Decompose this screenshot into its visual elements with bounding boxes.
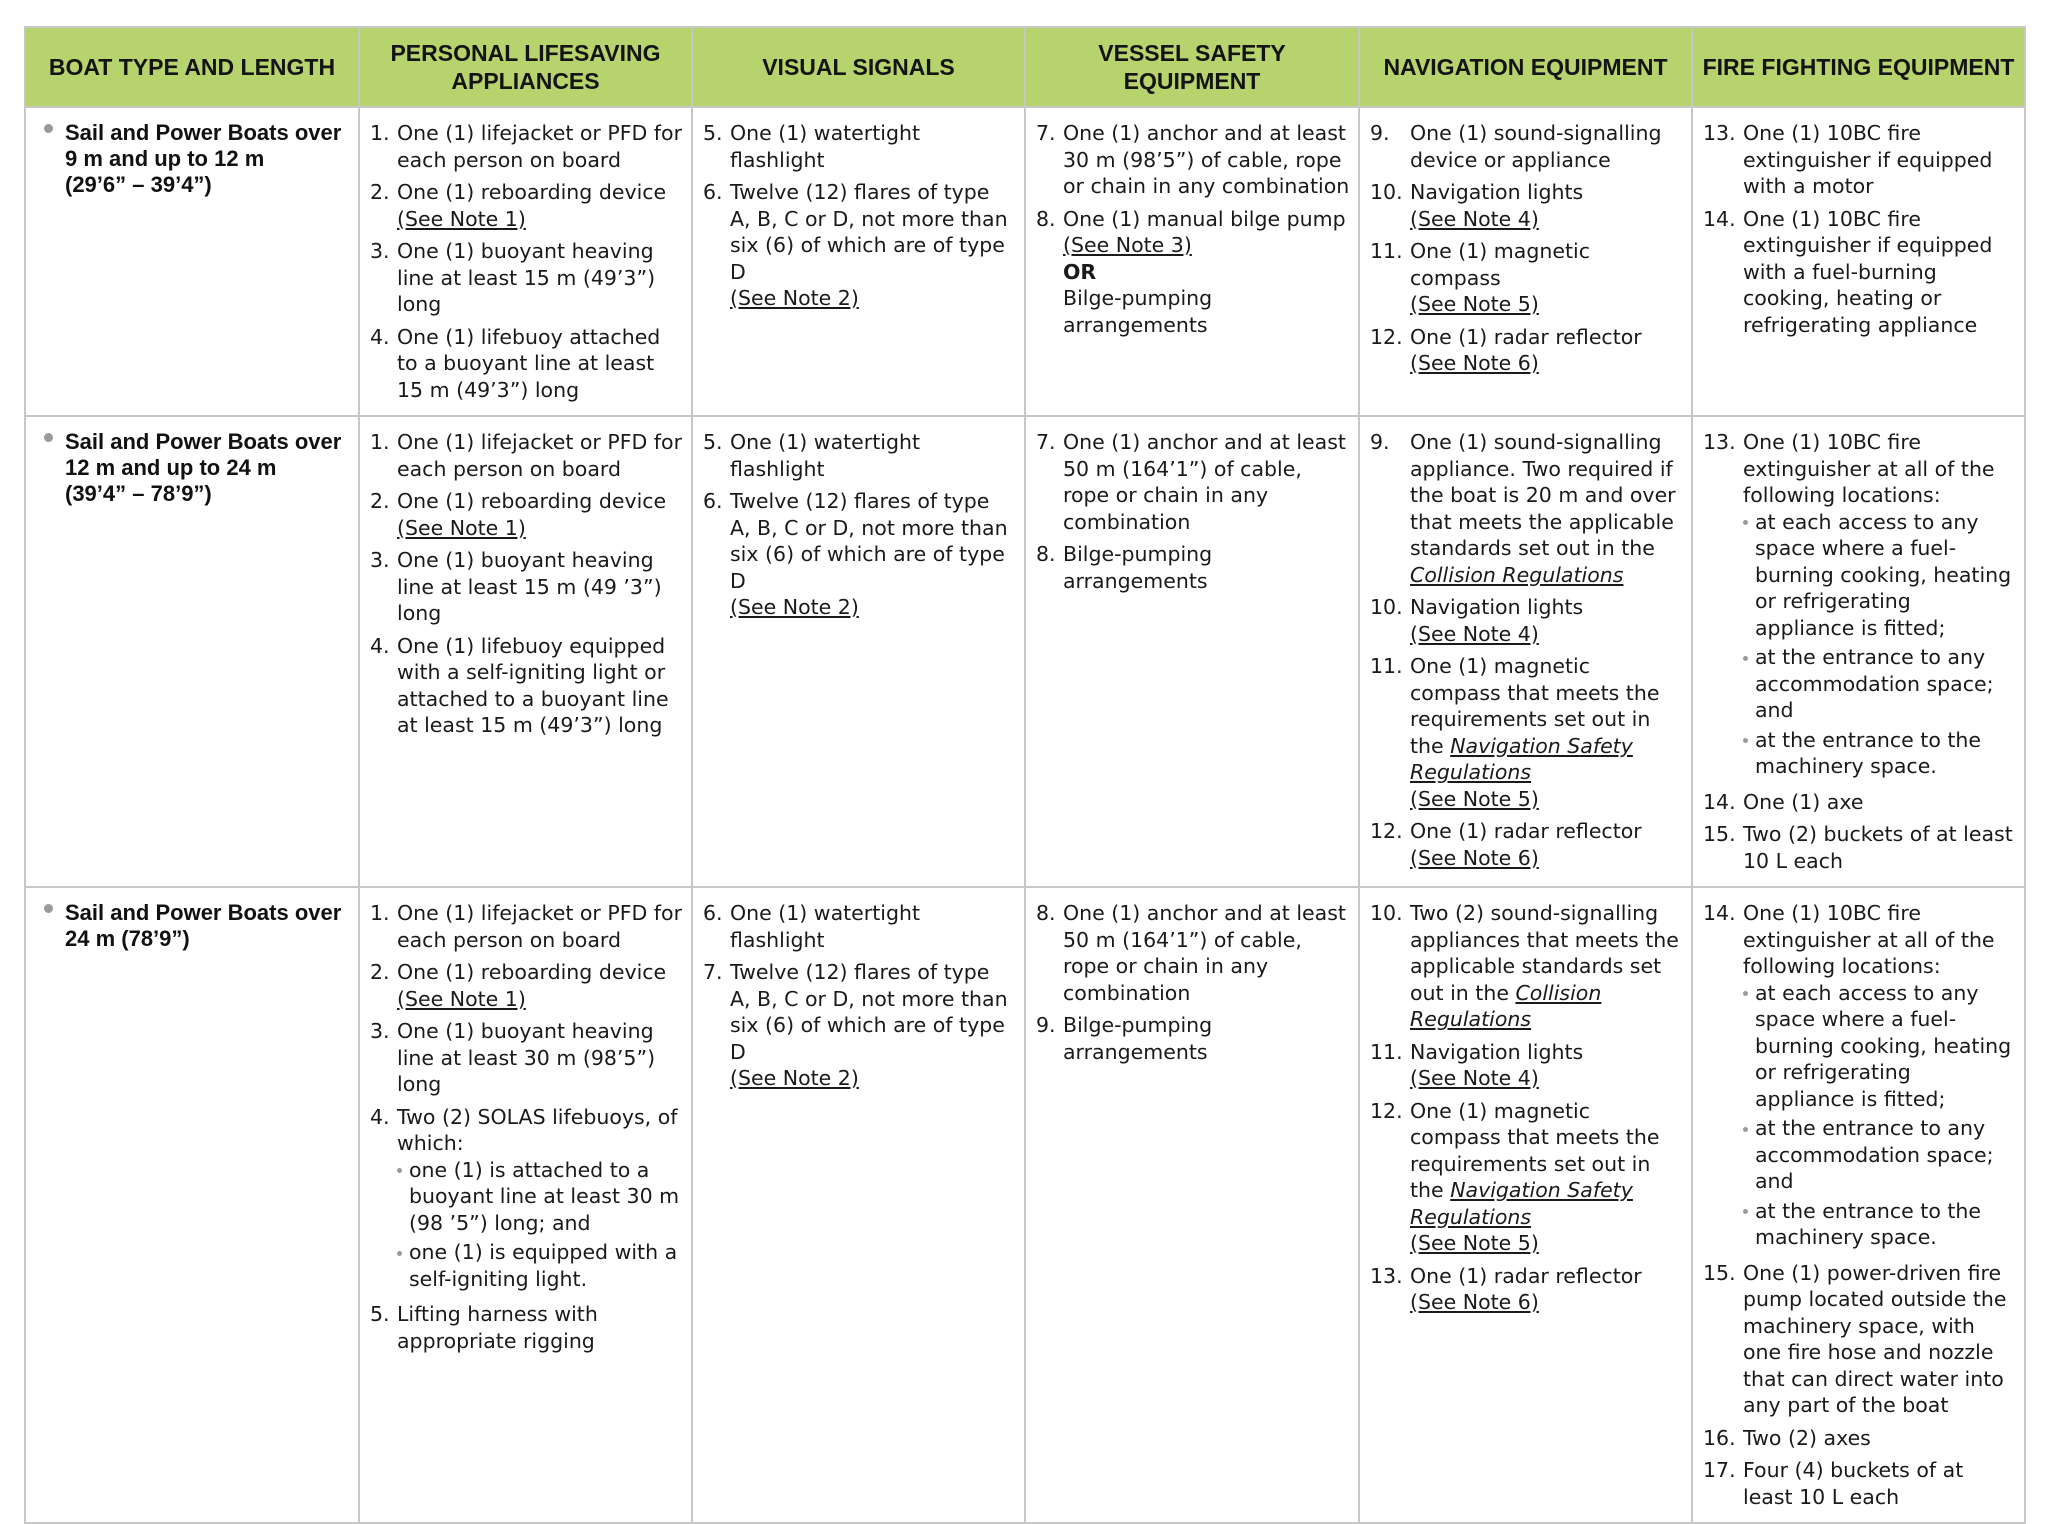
item-text: One (1) sound-signalling appliance. Two required if the boat is 20 m and over that meets the applicable standards set out in the Collision Regulations	[1410, 430, 1676, 587]
list-item	[370, 179, 683, 232]
list-item	[1036, 206, 1350, 339]
sub-list-item	[397, 1157, 683, 1237]
item-text: One (1) anchor and at least 50 m (164’1”) of cable, rope or chain in any combination	[1063, 430, 1346, 534]
bullet-icon	[1743, 1198, 1755, 1251]
item-number: 7.	[1036, 121, 1056, 145]
sub-item-text: one (1) is equipped with a self-igniting light.	[409, 1240, 678, 1291]
see-note-link: (See Note 3)	[1063, 233, 1192, 257]
item-text: One (1) anchor and at least 50 m (164’1”) of cable, rope or chain in any combination	[1063, 901, 1346, 1005]
item-number: 12.	[1370, 819, 1403, 843]
bullet-icon	[1743, 727, 1755, 780]
item-text: One (1) 10BC fire extinguisher if equipped with a motor	[1743, 121, 1993, 198]
see-note-link: (See Note 5)	[1410, 1231, 1539, 1255]
list-item	[1036, 1012, 1350, 1065]
see-note-link: (See Note 6)	[1410, 351, 1539, 375]
item-text: Two (2) SOLAS lifebuoys, of which: one (1) is attached to a buoyant line at least 30 m (98 ’5”) long; and one (1) is equipped with a self-igniting light.	[397, 1104, 683, 1296]
sub-item-text: at the entrance to the machinery space.	[1755, 1198, 1982, 1249]
boat-type-cell	[25, 887, 359, 1523]
item-text: One (1) magnetic compass (See Note 5)	[1410, 239, 1590, 316]
item-text: One (1) magnetic compass that meets the requirements set out in the Navigation Safety Regulations (See Note 5)	[1410, 654, 1660, 811]
item-text: One (1) reboarding device (See Note 1)	[397, 180, 667, 231]
item-text: One (1) axe	[1743, 789, 1864, 814]
boat-type-label: Sail and Power Boats over 24 m (78’9”)	[65, 900, 342, 951]
list-item	[1703, 789, 2016, 816]
item-text: One (1) lifejacket or PFD for each person on board	[397, 430, 682, 481]
list-item	[370, 1104, 683, 1296]
list-item	[370, 120, 683, 173]
item-text: Twelve (12) flares of type A, B, C or D, not more than six (6) of which are of type D (See Note 2)	[730, 180, 1008, 310]
list-item	[370, 900, 683, 953]
bullet-icon	[397, 1239, 409, 1292]
sub-item-text: at the entrance to any accommodation space; and	[1755, 1116, 1994, 1193]
item-text: Bilge-pumping arrangements	[1063, 542, 1213, 593]
see-note-link: (See Note 4)	[1410, 621, 1539, 646]
item-text: One (1) reboarding device (See Note 1)	[397, 489, 667, 540]
list-item	[1036, 900, 1350, 1006]
item-text: One (1) watertight flashlight	[730, 121, 920, 172]
item-number: 11.	[1370, 239, 1403, 263]
table-row	[25, 416, 2025, 887]
fire-fighting-cell	[1692, 887, 2025, 1523]
list-item	[1703, 821, 2016, 874]
list-item	[1036, 429, 1350, 535]
item-number: 16.	[1703, 1425, 1736, 1450]
list-item	[1036, 541, 1350, 594]
boat-type	[36, 900, 350, 952]
bullet-icon	[1743, 644, 1755, 724]
header-vessel-safety: VESSEL SAFETY EQUIPMENT	[1025, 27, 1359, 107]
item-text: One (1) lifejacket or PFD for each person on board	[397, 901, 682, 952]
list-item	[1703, 1260, 2016, 1419]
list-item	[370, 1301, 683, 1354]
or-label: OR	[1063, 259, 1097, 284]
item-number: 6.	[703, 489, 723, 513]
item-number: 1.	[370, 121, 390, 145]
item-text: One (1) watertight flashlight	[730, 430, 920, 481]
bullet-icon	[1743, 1115, 1755, 1195]
item-number: 2.	[370, 960, 390, 984]
item-number: 8.	[1036, 542, 1056, 566]
list-item	[1370, 653, 1683, 812]
list-item	[370, 547, 683, 627]
list-item	[1703, 900, 2016, 1254]
list-item	[370, 429, 683, 482]
item-number: 4.	[370, 324, 390, 349]
navigation-cell	[1359, 107, 1692, 416]
vessel-safety-cell	[1025, 416, 1359, 887]
see-note-link: (See Note 2)	[730, 595, 859, 619]
sub-list-item	[1743, 1115, 2016, 1195]
item-text: Navigation lights (See Note 4)	[1410, 180, 1584, 231]
item-text: One (1) lifebuoy equipped with a self-igniting light or attached to a buoyant line at least 15 m (49’3”) long	[397, 633, 669, 737]
boat-type-cell	[25, 107, 359, 416]
item-text: One (1) 10BC fire extinguisher at all of the following locations: at each access to any space where a fuel-burning cooking, heating or refrigerating appliance is fitted; at the entrance to any accommodation space; and at the entrance to the machinery space.	[1743, 900, 2016, 1254]
item-number: 4.	[370, 633, 390, 658]
item-number: 2.	[370, 180, 390, 204]
item-number: 15.	[1703, 1260, 1736, 1285]
item-number: 12.	[1370, 1098, 1403, 1123]
lifesaving-cell	[359, 416, 692, 887]
sub-list-item	[397, 1239, 683, 1292]
list-item	[370, 324, 683, 404]
list-item	[703, 900, 1016, 953]
list-item	[703, 120, 1016, 173]
item-text: One (1) 10BC fire extinguisher if equipped with a fuel-burning cooking, heating or refrigerating appliance	[1743, 206, 1993, 337]
item-number: 3.	[370, 1019, 390, 1043]
header-navigation: NAVIGATION EQUIPMENT	[1359, 27, 1692, 107]
item-number: 3.	[370, 239, 390, 263]
sub-item-text: one (1) is attached to a buoyant line at least 30 m (98 ’5”) long; and	[409, 1157, 680, 1235]
item-number: 15.	[1703, 822, 1736, 846]
item-text: One (1) radar reflector (See Note 6)	[1410, 819, 1642, 870]
list-item	[1703, 1425, 2016, 1452]
boat-type	[36, 429, 350, 507]
list-item	[370, 633, 683, 739]
item-text: Navigation lights (See Note 4)	[1410, 1039, 1584, 1090]
item-number: 7.	[703, 960, 723, 984]
visual-signals-cell	[692, 887, 1025, 1523]
sub-item-text: at the entrance to the machinery space.	[1755, 727, 1982, 778]
lifesaving-cell	[359, 887, 692, 1523]
item-number: 6.	[703, 180, 723, 204]
item-number: 8.	[1036, 901, 1056, 925]
item-text: One (1) sound-signalling device or appliance	[1410, 121, 1662, 172]
list-item	[703, 429, 1016, 482]
sub-item-text: at the entrance to any accommodation space; and	[1755, 645, 1994, 722]
item-text: One (1) 10BC fire extinguisher at all of the following locations: at each access to any space where a fuel-burning cooking, heating or refrigerating appliance is fitted; at the entrance to any accommodation space; and at the entrance to the machinery space.	[1743, 429, 2016, 783]
bullet-icon	[44, 904, 53, 913]
sub-list-item	[1743, 644, 2016, 724]
sub-item-text: at each access to any space where a fuel-burning cooking, heating or refrigerating appliance is fitted;	[1755, 980, 2012, 1111]
item-number: 1.	[370, 901, 390, 925]
item-number: 9.	[1036, 1013, 1056, 1037]
item-text: Two (2) sound-signalling appliances that meets the applicable standards set out in the Collision Regulations	[1410, 901, 1679, 1031]
item-number: 5.	[370, 1302, 390, 1326]
list-item	[703, 179, 1016, 312]
list-item	[1703, 1457, 2016, 1510]
list-item	[1370, 1039, 1683, 1092]
header-lifesaving: PERSONAL LIFESAVING APPLIANCES	[359, 27, 692, 107]
item-text: One (1) buoyant heaving line at least 30 m (98’5”) long	[397, 1019, 656, 1096]
sub-item-text: at each access to any space where a fuel-burning cooking, heating or refrigerating appliance is fitted;	[1755, 509, 2012, 640]
list-item	[1370, 594, 1683, 647]
list-item	[703, 959, 1016, 1092]
navigation-cell	[1359, 887, 1692, 1523]
list-item	[370, 488, 683, 541]
bullet-icon	[1743, 509, 1755, 642]
item-number: 12.	[1370, 324, 1403, 349]
item-text: One (1) buoyant heaving line at least 15 m (49’3”) long	[397, 239, 656, 316]
visual-signals-cell	[692, 416, 1025, 887]
header-fire-fighting: FIRE FIGHTING EQUIPMENT	[1692, 27, 2025, 107]
bullet-icon	[397, 1157, 409, 1237]
header-visual-signals: VISUAL SIGNALS	[692, 27, 1025, 107]
list-item	[370, 1018, 683, 1098]
item-text: Lifting harness with appropriate rigging	[397, 1302, 598, 1353]
bullet-icon	[44, 433, 53, 442]
item-number: 17.	[1703, 1458, 1736, 1482]
table-row	[25, 887, 2025, 1523]
item-text: Four (4) buckets of at least 10 L each	[1743, 1458, 1964, 1509]
list-item	[1370, 238, 1683, 318]
see-note-link: (See Note 5)	[1410, 786, 1539, 811]
item-number: 8.	[1036, 206, 1056, 231]
vessel-safety-cell	[1025, 887, 1359, 1523]
boat-type-cell	[25, 416, 359, 887]
item-text: One (1) watertight flashlight	[730, 901, 920, 952]
item-number: 10.	[1370, 180, 1403, 204]
item-text: Two (2) axes	[1743, 1425, 1871, 1450]
item-number: 13.	[1703, 121, 1736, 145]
fire-fighting-cell	[1692, 416, 2025, 887]
list-item	[1370, 179, 1683, 232]
bullet-icon	[1743, 980, 1755, 1113]
item-number: 13.	[1370, 1263, 1403, 1288]
see-note-link: (See Note 2)	[730, 286, 859, 310]
navigation-cell	[1359, 416, 1692, 887]
see-note-link: (See Note 4)	[1410, 206, 1539, 231]
header-boat-type: BOAT TYPE AND LENGTH	[25, 27, 359, 107]
see-note-link: (See Note 6)	[1410, 845, 1539, 870]
item-number: 9.	[1370, 121, 1390, 145]
see-note-link: (See Note 4)	[1410, 1066, 1539, 1090]
boat-type-label: Sail and Power Boats over 12 m and up to 24 m (39’4” – 78’9”)	[65, 429, 342, 506]
item-number: 2.	[370, 489, 390, 513]
item-number: 1.	[370, 430, 390, 454]
list-item	[370, 238, 683, 318]
item-number: 14.	[1703, 206, 1736, 231]
item-number: 10.	[1370, 901, 1403, 925]
item-text: One (1) reboarding device (See Note 1)	[397, 960, 667, 1011]
list-item	[1370, 818, 1683, 871]
see-note-link: (See Note 5)	[1410, 292, 1539, 316]
item-number: 4.	[370, 1104, 390, 1129]
boat-type-label: Sail and Power Boats over 9 m and up to 12 m (29’6” – 39’4”)	[65, 120, 342, 197]
list-item	[1370, 120, 1683, 173]
lifesaving-cell	[359, 107, 692, 416]
item-number: 14.	[1703, 901, 1736, 925]
item-number: 9.	[1370, 430, 1390, 454]
item-text: One (1) buoyant heaving line at least 15 m (49 ’3”) long	[397, 548, 662, 625]
vessel-safety-cell	[1025, 107, 1359, 416]
item-number: 7.	[1036, 430, 1056, 454]
item-text: Bilge-pumping arrangements	[1063, 1013, 1213, 1064]
item-number: 11.	[1370, 1039, 1403, 1064]
regulation-reference: Collision Regulations	[1410, 562, 1624, 587]
item-text: Twelve (12) flares of type A, B, C or D, not more than six (6) of which are of type D (See Note 2)	[730, 960, 1008, 1090]
header-row	[25, 27, 2025, 107]
see-note-link: (See Note 1)	[397, 986, 526, 1011]
list-item	[1036, 120, 1350, 200]
item-text: One (1) lifebuoy attached to a buoyant line at least 15 m (49’3”) long	[397, 324, 661, 402]
item-text: One (1) lifejacket or PFD for each person on board	[397, 121, 682, 172]
see-note-link: (See Note 6)	[1410, 1290, 1539, 1314]
regulation-reference: Collision Regulations	[1410, 980, 1602, 1031]
list-item	[1370, 900, 1683, 1033]
list-item	[1703, 206, 2016, 339]
sub-list-item	[1743, 509, 2016, 642]
list-item	[703, 488, 1016, 621]
bullet-icon	[44, 124, 53, 133]
safety-equipment-table	[24, 26, 2026, 1524]
sub-list-item	[1743, 980, 2016, 1113]
see-note-link: (See Note 1)	[397, 206, 526, 231]
list-item	[1703, 429, 2016, 783]
item-text: Navigation lights (See Note 4)	[1410, 595, 1584, 646]
item-number: 3.	[370, 548, 390, 572]
list-item	[1370, 429, 1683, 588]
item-number: 6.	[703, 901, 723, 925]
item-number: 11.	[1370, 654, 1403, 678]
item-text: One (1) radar reflector (See Note 6)	[1410, 324, 1642, 375]
item-number: 5.	[703, 121, 723, 145]
item-text: Twelve (12) flares of type A, B, C or D, not more than six (6) of which are of type D (See Note 2)	[730, 489, 1008, 619]
item-text: One (1) anchor and at least 30 m (98’5”) of cable, rope or chain in any combination	[1063, 121, 1350, 198]
regulation-reference: Navigation Safety Regulations	[1410, 733, 1633, 784]
list-item	[1370, 1263, 1683, 1316]
item-text: One (1) magnetic compass that meets the requirements set out in the Navigation Safety Regulations (See Note 5)	[1410, 1098, 1660, 1255]
list-item	[1370, 324, 1683, 377]
list-item	[1370, 1098, 1683, 1257]
item-text: One (1) radar reflector (See Note 6)	[1410, 1263, 1642, 1314]
regulation-reference: Navigation Safety Regulations	[1410, 1178, 1633, 1229]
see-note-link: (See Note 2)	[730, 1066, 859, 1090]
table-row	[25, 107, 2025, 416]
item-text: Two (2) buckets of at least 10 L each	[1743, 822, 2013, 873]
item-number: 13.	[1703, 430, 1736, 454]
fire-fighting-cell	[1692, 107, 2025, 416]
item-number: 10.	[1370, 595, 1403, 619]
item-text: One (1) power-driven fire pump located outside the machinery space, with one fire hose and nozzle that can direct water into any part of the boat	[1743, 1260, 2007, 1417]
item-number: 14.	[1703, 789, 1736, 814]
list-item	[1703, 120, 2016, 200]
see-note-link: (See Note 1)	[397, 515, 526, 540]
item-number: 5.	[703, 430, 723, 454]
visual-signals-cell	[692, 107, 1025, 416]
list-item	[370, 959, 683, 1012]
sub-list-item	[1743, 1198, 2016, 1251]
boat-type	[36, 120, 350, 198]
sub-list-item	[1743, 727, 2016, 780]
item-text: One (1) manual bilge pump (See Note 3) OR Bilge-pumping arrangements	[1063, 206, 1346, 337]
